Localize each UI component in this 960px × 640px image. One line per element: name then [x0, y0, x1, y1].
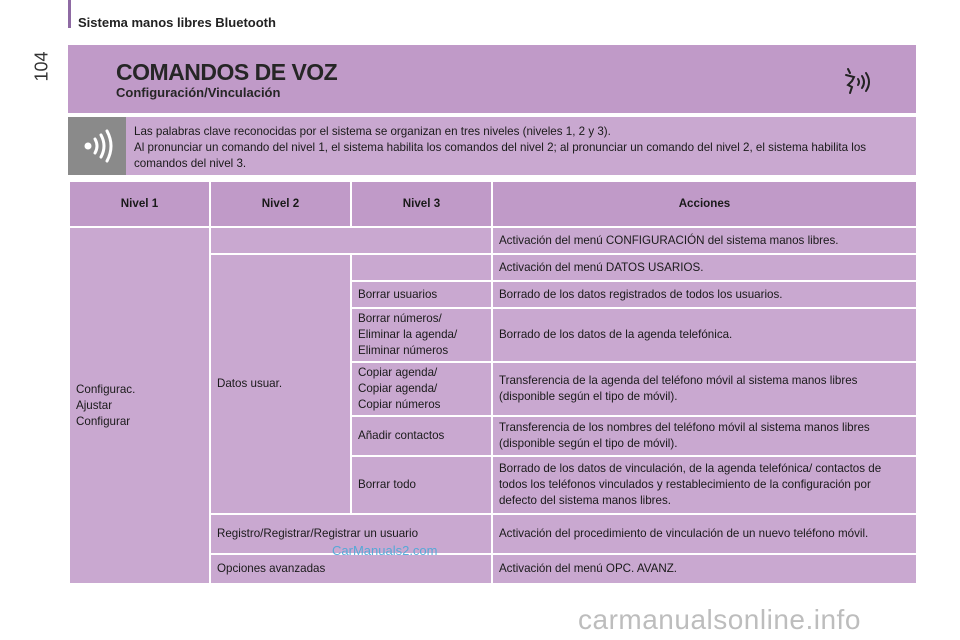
info-panel — [68, 117, 916, 175]
action-cell: Borrado de los datos registrados de todos los usuarios. — [493, 282, 916, 307]
voice-wave-icon — [68, 117, 126, 175]
nivel3-cell: Añadir contactos — [352, 417, 491, 455]
nivel1-command: Configurac. — [76, 382, 136, 396]
table-header-row — [70, 182, 916, 226]
nivel1-command: Ajustar — [76, 398, 113, 412]
page-title: COMANDOS DE VOZ — [116, 59, 338, 85]
action-cell: Borrado de los datos de la agenda telefónica. — [493, 309, 916, 361]
header-acciones: Acciones — [493, 182, 916, 226]
title-banner — [68, 45, 916, 113]
nivel3-cell — [352, 363, 491, 415]
nivel2-cell: Opciones avanzadas — [211, 555, 491, 583]
action-cell: Activación del menú OPC. AVANZ. — [493, 555, 916, 583]
info-line-1: Las palabras clave reconocidas por el sistema se organizan en tres niveles (niveles 1, 2 y 3). — [134, 125, 611, 138]
action-cell: Activación del menú CONFIGURACIÓN del sistema manos libres. — [493, 228, 916, 253]
watermark-footer: carmanualsonline.info — [578, 604, 861, 635]
empty-cell — [211, 228, 491, 253]
nivel1-cell — [70, 228, 209, 583]
action-cell: Activación del procedimiento de vinculación de un nuevo teléfono móvil. — [493, 515, 916, 553]
voice-command-icon — [840, 65, 876, 99]
nivel3-cell: Borrar todo — [352, 457, 491, 513]
action-cell: Transferencia de la agenda del teléfono móvil al sistema manos libres (disponible según el tipo de móvil). — [493, 363, 916, 415]
nivel2-cell: Registro/Registrar/Registrar un usuario — [211, 515, 491, 553]
empty-cell — [352, 255, 491, 280]
nivel3-cell: Borrar usuarios — [352, 282, 491, 307]
page-subtitle: Configuración/Vinculación — [116, 85, 281, 100]
nivel3-command: Copiar números — [357, 398, 441, 411]
info-icon-box — [68, 117, 126, 175]
info-line-2: Al pronunciar un comando del nivel 1, el sistema habilita los comandos del nivel 2; al pronunciar un comando del nivel 2, el sistema habilita los comandos del nivel 3. — [134, 141, 867, 170]
header-nivel-2: Nivel 2 — [211, 182, 350, 226]
action-cell: Activación del menú DATOS USARIOS. — [493, 255, 916, 280]
nivel2-cell: Datos usuar. — [211, 255, 350, 513]
action-cell: Borrado de los datos de vinculación, de la agenda telefónica/ contactos de todos los teléfonos vinculados y restablecimiento de la configuración por defecto del sistema manos libres. — [493, 457, 916, 513]
table-row — [70, 228, 916, 253]
header-nivel-1: Nivel 1 — [70, 182, 209, 226]
section-title: Sistema manos libres Bluetooth — [78, 15, 276, 30]
nivel3-command: Borrar números/ — [357, 312, 442, 325]
nivel3-command: Copiar agenda/ — [357, 382, 438, 395]
nivel3-command: Eliminar números — [357, 344, 449, 357]
page-number-container — [30, 36, 50, 96]
nivel1-command: Configurar — [76, 414, 131, 428]
nivel3-command: Copiar agenda/ — [357, 366, 438, 379]
info-text — [134, 124, 904, 172]
watermark-inline: CarManuals2.com — [332, 543, 438, 558]
page-number: 104 — [31, 51, 52, 82]
nivel3-command: Eliminar la agenda/ — [357, 328, 458, 341]
header-nivel-3: Nivel 3 — [352, 182, 491, 226]
voice-commands-table — [68, 180, 918, 585]
action-cell: Transferencia de los nombres del teléfono móvil al sistema manos libres (disponible según el tipo de móvil). — [493, 417, 916, 455]
nivel3-cell — [352, 309, 491, 361]
header-accent-bar — [68, 0, 71, 28]
